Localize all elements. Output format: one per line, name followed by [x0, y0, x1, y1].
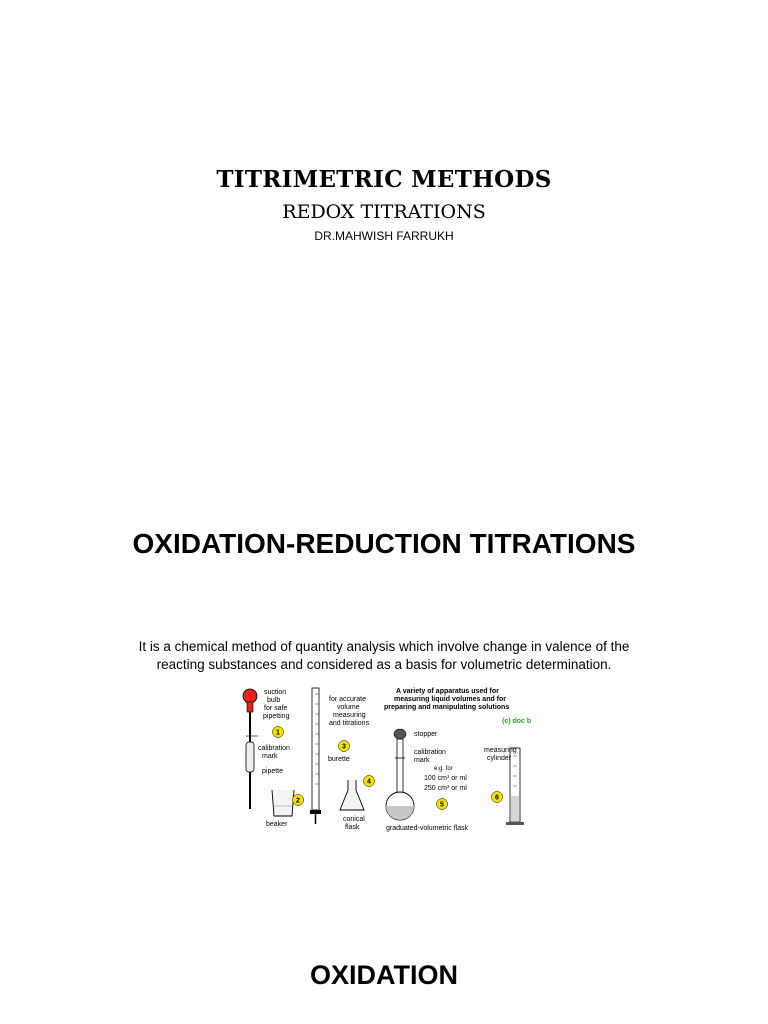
- label-burette-note-3: measuring: [333, 712, 366, 719]
- slide-heading: OXIDATION-REDUCTION TITRATIONS: [132, 528, 636, 559]
- label-pipette: pipette: [262, 768, 284, 775]
- apparatus-figure: [234, 684, 534, 834]
- number-badge-1: [273, 727, 284, 738]
- slide-title: TITRIMETRIC METHODS: [216, 166, 552, 193]
- label-beaker: beaker: [266, 821, 288, 828]
- number-badge-4: [364, 776, 375, 787]
- label-burette-note-1: for accurate: [329, 696, 366, 703]
- title-slide: [0, 0, 768, 410]
- caption-line-3: preparing and manipulating solutions: [384, 704, 510, 711]
- svg-text:1: 1: [276, 729, 280, 737]
- label-conical-1: conical: [343, 816, 365, 823]
- svg-text:3: 3: [342, 743, 346, 751]
- label-suction-bulb-1: suction: [264, 689, 287, 696]
- label-cylinder-1: measuring: [484, 747, 517, 754]
- label-conical-2: flask: [345, 824, 360, 831]
- number-badge-5: [437, 799, 448, 810]
- label-burette: burette: [328, 756, 350, 763]
- label-flask-calibration-2: mark: [414, 757, 430, 764]
- svg-text:2: 2: [296, 797, 300, 805]
- volumetric-flask-drawing: [386, 729, 414, 820]
- author-name: DR.MAHWISH FARRUKH: [314, 229, 454, 243]
- svg-text:5: 5: [440, 801, 444, 809]
- label-burette-note-4: and titrations: [329, 720, 370, 727]
- label-stopper: stopper: [414, 731, 438, 738]
- conical-flask-drawing: [340, 780, 364, 810]
- burette-drawing: [310, 688, 321, 824]
- oxidation-slide: [0, 940, 768, 1024]
- label-flask-calibration-1: calibration: [414, 749, 446, 756]
- caption-line-1: A variety of apparatus used for: [396, 688, 499, 695]
- pipette-drawing: [243, 689, 258, 809]
- label-suction-bulb-3: for safe: [264, 705, 288, 712]
- label-suction-bulb-2: bulb: [267, 697, 281, 704]
- label-volumetric-flask: graduated-volumetric flask: [386, 825, 469, 832]
- apparatus-illustration: [234, 684, 534, 834]
- body-paragraph: [110, 638, 658, 674]
- number-badge-3: [339, 741, 350, 752]
- svg-text:6: 6: [495, 794, 499, 802]
- number-badge-6: [492, 792, 503, 803]
- content-slide: [0, 500, 768, 940]
- body-line-1: It is a chemical method of quantity analysis which involve change in valence of the: [138, 639, 630, 654]
- copyright-label: (c) doc b: [502, 718, 532, 725]
- label-flask-eg: e.g. for: [434, 766, 453, 772]
- number-badge-2: [293, 795, 304, 806]
- beaker-drawing: [272, 790, 294, 816]
- slide-subtitle: REDOX TITRATIONS: [282, 201, 486, 223]
- svg-text:4: 4: [367, 778, 371, 786]
- body-line-2: reacting substances and considered as a basis for volumetric determination.: [156, 657, 612, 672]
- label-flask-volume-2: 250 cm³ or ml: [424, 785, 467, 792]
- label-calibration-1: calibration: [258, 745, 290, 752]
- label-burette-note-2: volume: [337, 704, 360, 711]
- label-cylinder-2: cylinder: [487, 755, 512, 762]
- caption-line-2: measuring liquid volumes and for: [394, 696, 507, 703]
- label-suction-bulb-4: pipetting: [263, 713, 290, 720]
- label-flask-volume-1: 100 cm³ or ml: [424, 775, 467, 782]
- slide-heading-oxidation: OXIDATION: [310, 960, 458, 990]
- label-calibration-2: mark: [262, 753, 278, 760]
